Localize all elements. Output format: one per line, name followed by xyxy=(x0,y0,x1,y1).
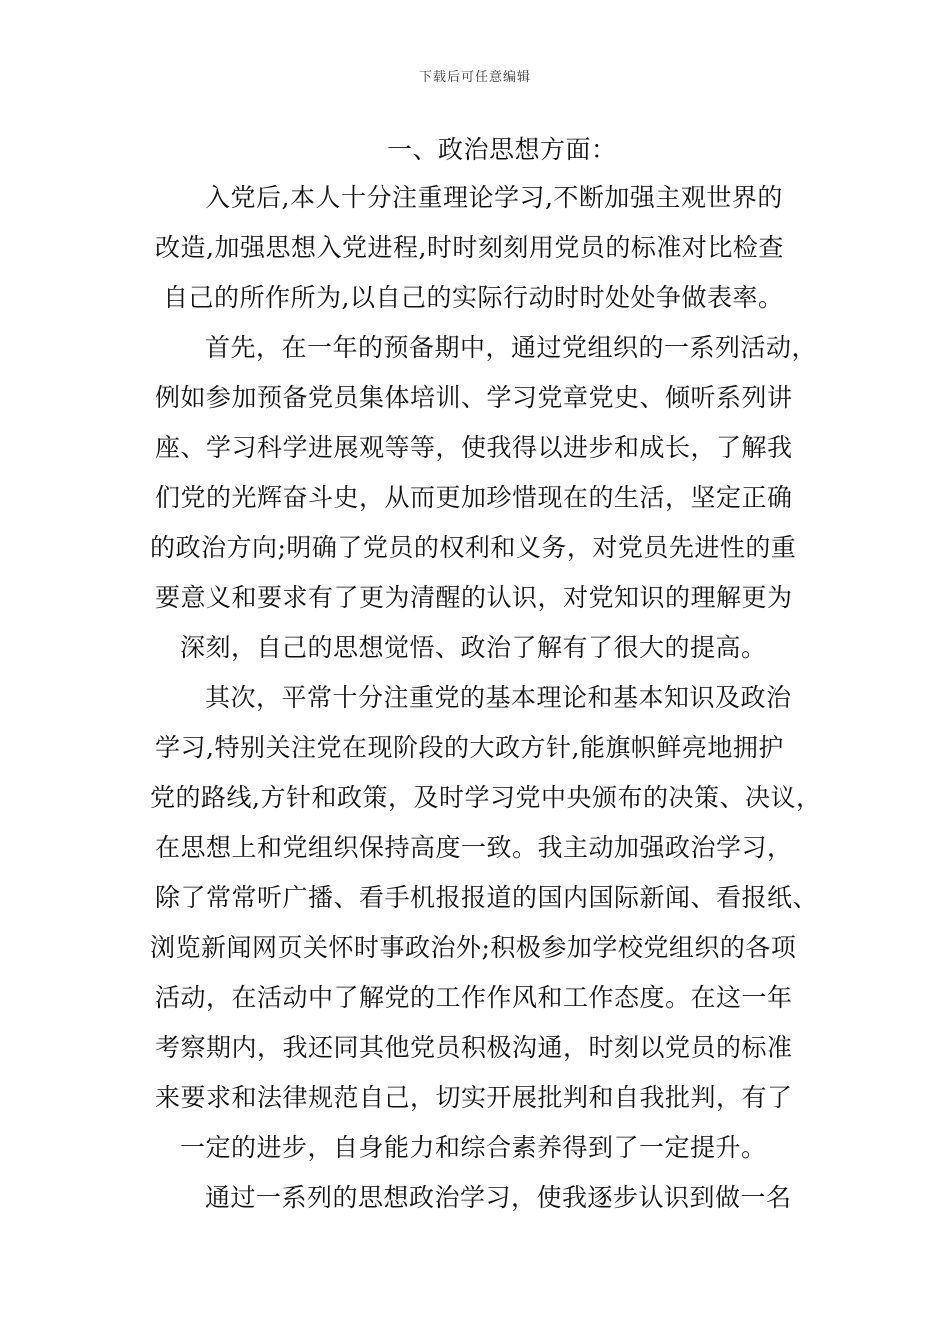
body-line: 其次，平常十分注重党的基本理论和基本知识及政治 xyxy=(205,683,792,712)
body-line: 深刻，自己的思想觉悟、政治了解有了很大的提高。 xyxy=(180,633,767,662)
body-line: 在思想上和党组织保持高度一致。我主动加强政治学习， xyxy=(155,833,793,862)
header-note: 下载后可任意编辑 xyxy=(418,70,531,85)
body-line: 考察期内，我还同其他党员积极沟通，时刻以党员的标准 xyxy=(155,1033,793,1062)
body-line: 例如参加预备党员集体培训、学习党章党史、倾听系列讲 xyxy=(155,383,793,412)
body-line: 们党的光辉奋斗史，从而更加珍惜现在的生活，坚定正确 xyxy=(155,483,793,512)
section-heading: 一、政治思想方面： xyxy=(387,135,617,164)
body-line: 除了常常听广播、看手机报报道的国内国际新闻、看报纸、 xyxy=(155,883,819,912)
body-line: 党的路线,方针和政策，及时学习党中央颁布的决策、决议， xyxy=(150,783,822,812)
body-line: 改造,加强思想入党进程,时时刻刻用党员的标准对比检查 xyxy=(155,233,784,262)
body-line: 要意义和要求有了更为清醒的认识，对党知识的理解更为 xyxy=(155,583,793,612)
body-line: 座、学习科学进展观等等，使我得以进步和成长，了解我 xyxy=(155,433,793,462)
body-line: 浏览新闻网页关怀时事政治外;积极参加学校党组织的各项 xyxy=(150,933,797,962)
body-line: 入党后,本人十分注重理论学习,不断加强主观世界的 xyxy=(205,183,783,212)
body-line: 来要求和法律规范自己，切实开展批判和自我批判，有了 xyxy=(155,1083,793,1112)
body-line: 一定的进步，自身能力和综合素养得到了一定提升。 xyxy=(180,1133,767,1162)
body-line: 自己的所作所为,以自己的实际行动时时处处争做表率。 xyxy=(163,283,784,312)
body-line: 的政治方向;明确了党员的权利和义务，对党员先进性的重 xyxy=(150,533,797,562)
body-line: 活动，在活动中了解党的工作作风和工作态度。在这一年 xyxy=(155,983,793,1012)
body-line: 首先，在一年的预备期中，通过党组织的一系列活动， xyxy=(205,333,818,362)
body-line: 学习,特别关注党在现阶段的大政方针,能旗帜鲜亮地拥护 xyxy=(155,733,784,762)
body-line: 通过一系列的思想政治学习，使我逐步认识到做一名 xyxy=(205,1183,792,1212)
